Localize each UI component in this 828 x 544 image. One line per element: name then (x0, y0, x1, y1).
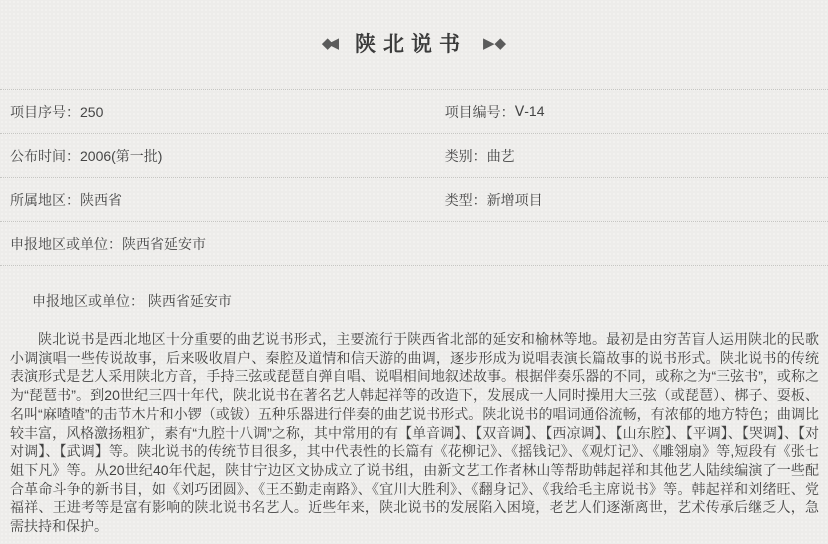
field-project-serial (0, 102, 435, 122)
declaration-value: 陕西省延安市 (147, 293, 232, 309)
declaration-label: 申报地区或单位： (32, 293, 144, 309)
field-label: 公布时间： (10, 147, 80, 164)
field-value: 250 (80, 103, 104, 120)
table-row (0, 133, 828, 177)
field-project-number (435, 102, 828, 122)
field-region (0, 190, 435, 210)
table-row (0, 177, 828, 221)
field-label: 类型： (444, 191, 487, 208)
field-label: 所属地区： (10, 191, 80, 208)
page-header (0, 0, 828, 58)
title-decor-left-icon: ◆◀ (321, 34, 333, 52)
field-value: 陕西省 (80, 191, 122, 208)
field-publish-time (0, 146, 435, 166)
field-declaring-unit (0, 234, 828, 254)
field-value: 2006(第一批) (80, 147, 163, 164)
field-label: 类别： (444, 147, 487, 164)
project-info-table (0, 89, 828, 266)
field-value: 新增项目 (486, 191, 543, 208)
title-decor-right-icon: ▶◆ (483, 34, 507, 52)
field-type (435, 190, 828, 210)
table-row (0, 89, 828, 133)
field-value: Ⅴ-14 (514, 103, 545, 119)
title-line (322, 28, 506, 58)
field-label: 项目序号： (10, 103, 80, 120)
table-row (0, 221, 828, 265)
field-category (435, 146, 828, 166)
field-value: 陕西省延安市 (122, 235, 206, 252)
page-title: 陕北说书 (355, 32, 467, 56)
field-label: 项目编号： (444, 103, 515, 120)
article-paragraph: 陕北说书是西北地区十分重要的曲艺说书形式，主要流行于陕西省北部的延安和榆林等地。最初是由穷苦盲人运用陕北的民歌小调演唱一些传说故事，后来吸收眉户、秦腔及道情和信天游的曲调，逐步形成为说唱表演长篇故事的说书形式。陕北说书的传统表演形式是艺人采用陕北方音，手持三弦或琵琶自弹自唱、说唱相间地叙述故事。根据伴奏乐器的不同，或称之为“三弦书”，或称之为“琵琶书”。到20世纪三四十年代，陕北说书在著名艺人韩起祥等的改造下，发展成一人同时操用大三弦（或琵琶）、梆子、耍板、名叫“麻喳喳”的击节木片和小锣（或钹）五种乐器进行伴奏的曲艺说书形式。陕北说书的唱词通俗流畅，有浓郁的地方特色；曲调比较丰富，风格激扬粗犷，素有“九腔十八调”之称，其中常用的有【单音调】、【双音调】、【西凉调】、【山东腔】、【平调】、【哭调】、【对对调】、【武调】等。陕北说书的传统节目很多，其中代表性的长篇有《花柳记》、《摇钱记》、《观灯记》、《雕翎扇》等,短段有《张七姐下凡》等。从20世纪40年代起，陕甘宁边区文协成立了说书组，由新文艺工作者林山等帮助韩起祥和其他艺人陆续编演了一些配合革命斗争的新书目，如《刘巧团圆》、《王丕勤走南路》、《宜川大胜利》、《翻身记》、《我给毛主席说书》等。韩起祥和刘绪旺、党福祥、王进考等是富有影响的陕北说书名艺人。近些年来，陕北说书的发展陷入困境，老艺人们逐渐离世，艺术传承后继乏人，急需扶持和保护。 (10, 331, 819, 535)
declaration-line (0, 291, 828, 311)
field-label: 申报地区或单位： (10, 235, 122, 252)
field-value: 曲艺 (486, 147, 515, 164)
